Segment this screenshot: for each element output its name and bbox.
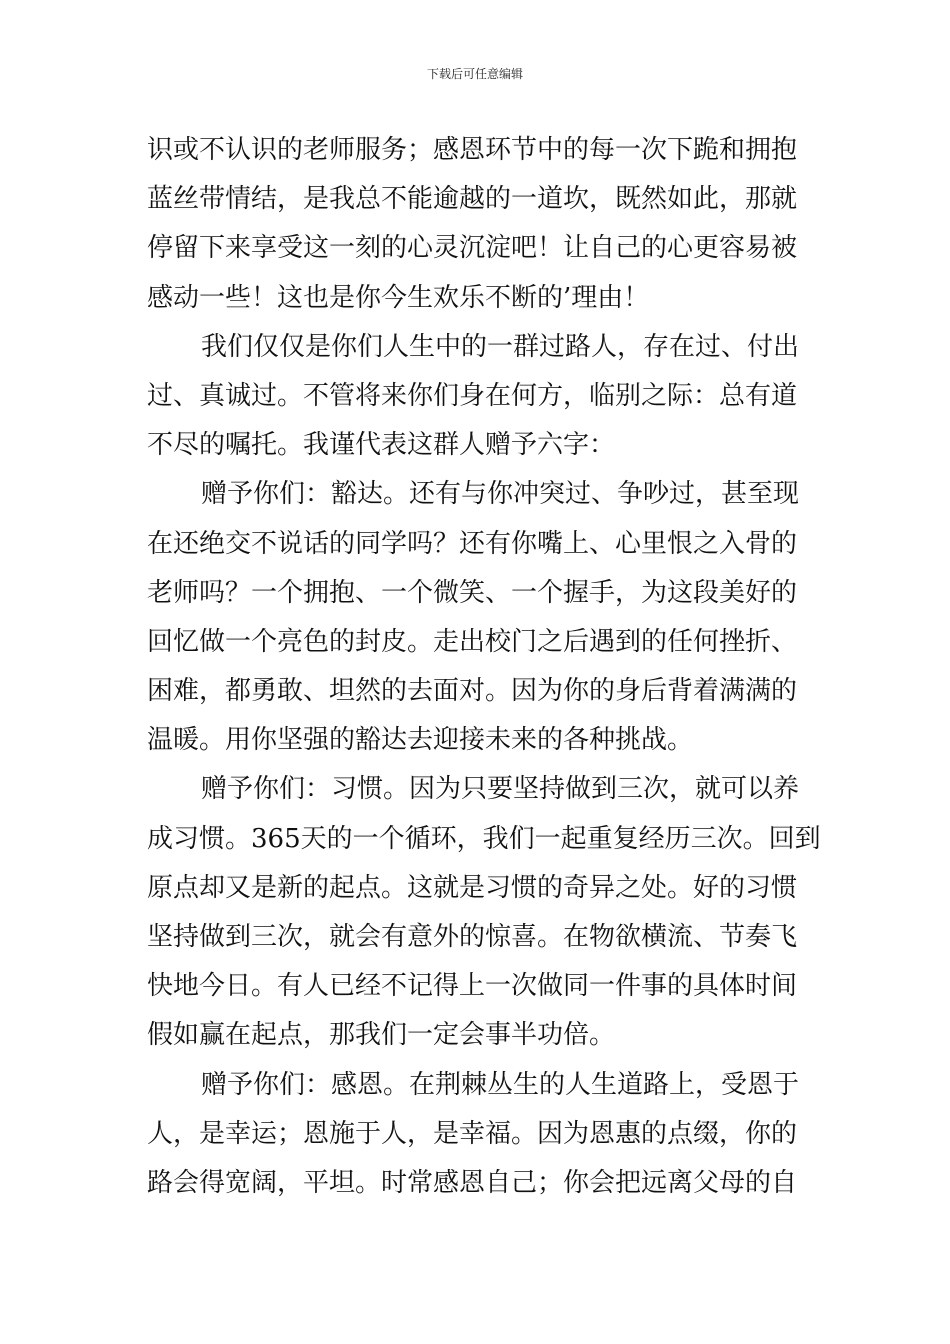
text-line: 成习惯。365天的一个循环，我们一起重复经历三次。回到 xyxy=(147,823,821,854)
text-line: 假如赢在起点，那我们一定会事半功倍。 xyxy=(147,1020,616,1051)
text-line: 回忆做一个亮色的封皮。走出校门之后遇到的任何挫折、 xyxy=(147,626,798,657)
text-line: 蓝丝带情结，是我总不能逾越的一道坎，既然如此，那就 xyxy=(147,184,798,215)
text-line: 困难，都勇敢、坦然的去面对。因为你的身后背着满满的 xyxy=(147,676,798,707)
text-line: 赠予你们：豁达。还有与你冲突过、争吵过，甚至现 xyxy=(201,479,800,510)
text-line: 赠予你们：感恩。在荆棘丛生的人生道路上，受恩于 xyxy=(201,1069,800,1100)
text-line: 人，是幸运；恩施于人，是幸福。因为恩惠的点缀，你的 xyxy=(147,1118,798,1149)
text-line: 过、真诚过。不管将来你们身在何方，临别之际：总有道 xyxy=(147,380,798,411)
page-header: 下载后可任意编辑 xyxy=(426,67,523,81)
text-line: 老师吗？一个拥抱、一个微笑、一个握手，为这段美好的 xyxy=(147,577,798,608)
text-line: 我们仅仅是你们人生中的一群过路人，存在过、付出 xyxy=(201,331,800,362)
text-line: 识或不认识的老师服务；感恩环节中的每一次下跪和拥抱 xyxy=(147,135,798,165)
text-line: 原点却又是新的起点。这就是习惯的奇异之处。好的习惯 xyxy=(147,872,798,903)
text-line: 在还绝交不说话的同学吗？还有你嘴上、心里恨之入骨的 xyxy=(147,528,798,559)
document-body xyxy=(147,126,827,1208)
text-line: 快地今日。有人已经不记得上一次做同一件事的具体时间 xyxy=(147,971,798,1002)
text-line: 不尽的嘱托。我谨代表这群人赠予六字： xyxy=(147,430,616,461)
text-line: 路会得宽阔，平坦。时常感恩自己；你会把远离父母的自 xyxy=(147,1167,798,1198)
text-line: 停留下来享受这一刻的心灵沉淀吧！让自己的心更容易被 xyxy=(147,233,798,264)
text-line: 坚持做到三次，就会有意外的惊喜。在物欲横流、节奏飞 xyxy=(147,922,798,952)
text-line: 赠予你们：习惯。因为只要坚持做到三次，就可以养 xyxy=(201,774,800,805)
text-line: 温暖。用你坚强的豁达去迎接未来的各种挑战。 xyxy=(147,725,694,756)
text-line: 感动一些！这也是你今生欢乐不断的’理由！ xyxy=(147,282,650,313)
